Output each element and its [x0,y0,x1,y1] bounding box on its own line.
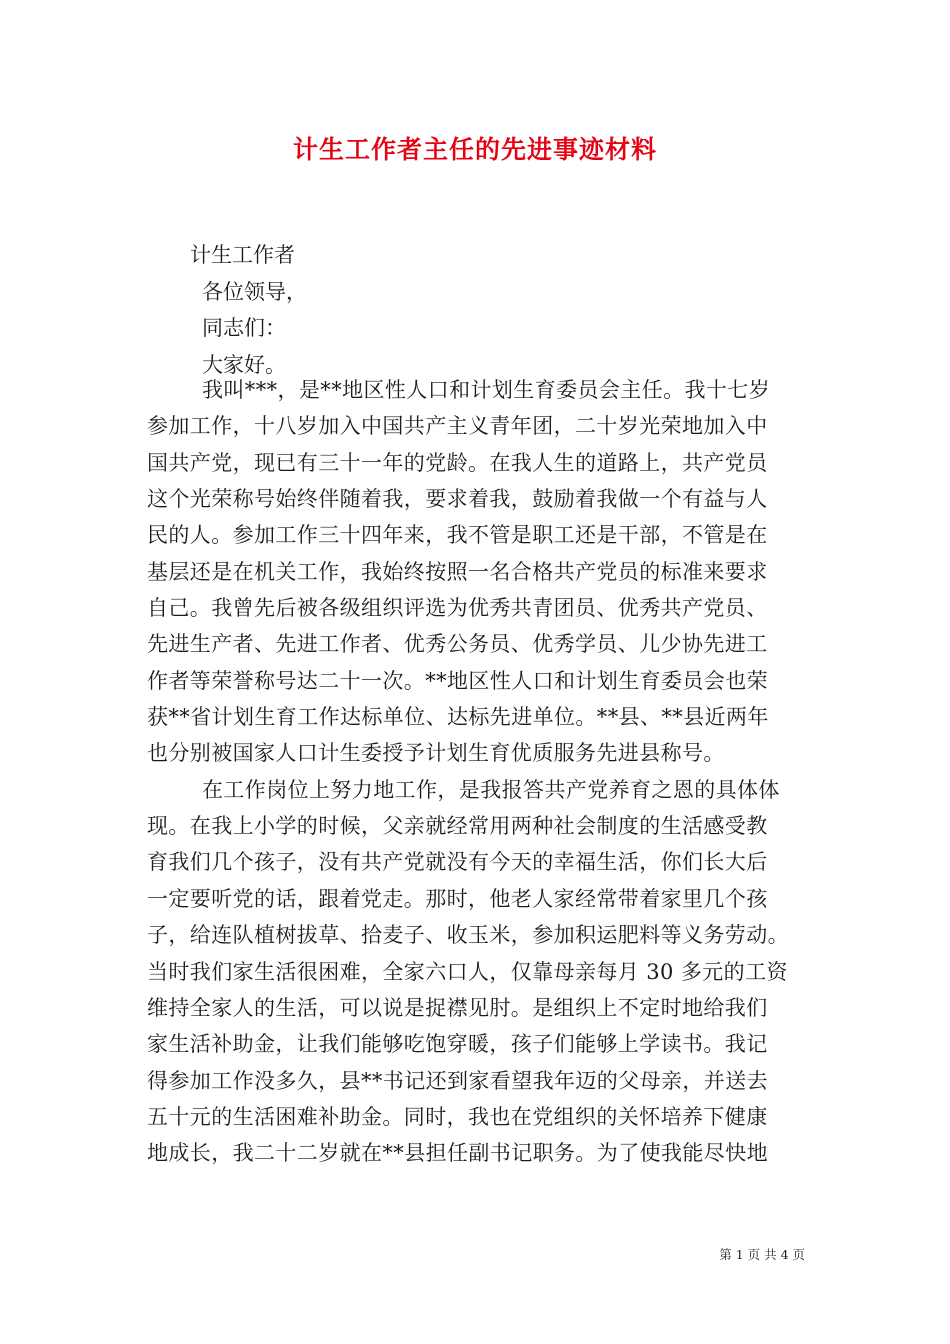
paragraph-line: 五十元的生活困难补助金。同时，我也在党组织的关怀培养下健康 [147,1104,768,1129]
paragraph-line: 当时我们家生活很困难，全家六口人，仅靠母亲每月 30 多元的工资 [147,959,788,984]
paragraph-line: 参加工作，十八岁加入中国共产主义青年团，二十岁光荣地加入中 [147,414,768,439]
paragraph-line: 我叫***，是**地区性人口和计划生育委员会主任。我十七岁 [202,378,771,402]
paragraph-line: 这个光荣称号始终伴随着我，要求着我，鼓励着我做一个有益与人 [147,487,768,512]
paragraph-line: 也分别被国家人口计生委授予计划生育优质服务先进县称号。 [147,741,725,766]
paragraph-line: 育我们几个孩子，没有共产党就没有今天的幸福生活，你们长大后 [147,850,768,875]
paragraph-line: 家生活补助金，让我们能够吃饱穿暖，孩子们能够上学读书。我记 [147,1032,768,1057]
paragraph-line: 子，给连队植树拔草、拾麦子、收玉米，参加积运肥料等义务劳动。 [147,923,789,948]
paragraph-line: 自己。我曾先后被各级组织评选为优秀共青团员、优秀共产党员、 [147,596,768,621]
salutation-comrades: 同志们： [202,316,286,340]
paragraph-line: 现。在我上小学的时候，父亲就经常用两种社会制度的生活感受教 [147,814,768,839]
paragraph-line: 获**省计划生育工作达标单位、达标先进单位。**县、**县近两年 [147,705,769,730]
paragraph-line: 民的人。参加工作三十四年来，我不管是职工还是干部，不管是在 [147,523,768,548]
paragraph-line: 国共产党，现已有三十一年的党龄。在我人生的道路上，共产党员 [147,450,768,475]
paragraph-line: 维持全家人的生活，可以说是捉襟见肘。是组织上不定时地给我们 [147,995,768,1020]
page-number: 第 1 页 共 4 页 [719,1247,805,1262]
document-title: 计生工作者主任的先进事迹材料 [292,135,657,164]
body-text [147,372,827,1172]
paragraph-line: 地成长，我二十二岁就在**县担任副书记职务。为了使我能尽快地 [147,1141,768,1166]
author-line: 计生工作者 [190,243,295,267]
salutation-leaders: 各位领导， [202,280,307,304]
paragraph-line: 作者等荣誉称号达二十一次。**地区性人口和计划生育委员会也荣 [147,668,768,693]
paragraph-line: 在工作岗位上努力地工作，是我报答共产党养育之恩的具体体 [202,777,780,802]
paragraph-line: 基层还是在机关工作，我始终按照一名合格共产党员的标准来要求 [147,559,768,584]
paragraph-line: 一定要听党的话，跟着党走。那时，他老人家经常带着家里几个孩 [147,886,768,911]
paragraph-line: 得参加工作没多久，县**书记还到家看望我年迈的父母亲，并送去 [147,1068,768,1093]
salutation-greeting: 大家好。 [202,353,286,377]
paragraph-line: 先进生产者、先进工作者、优秀公务员、优秀学员、儿少协先进工 [147,632,768,657]
